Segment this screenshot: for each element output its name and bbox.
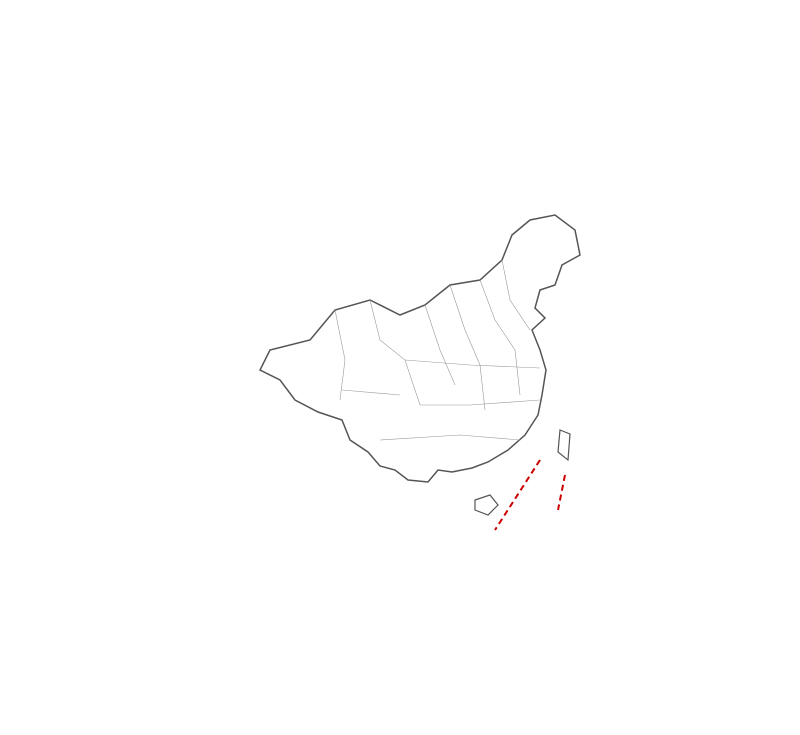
taiwan-island	[558, 430, 570, 460]
china-outline	[260, 215, 580, 482]
china-map	[240, 190, 610, 550]
hainan-island	[475, 495, 498, 515]
